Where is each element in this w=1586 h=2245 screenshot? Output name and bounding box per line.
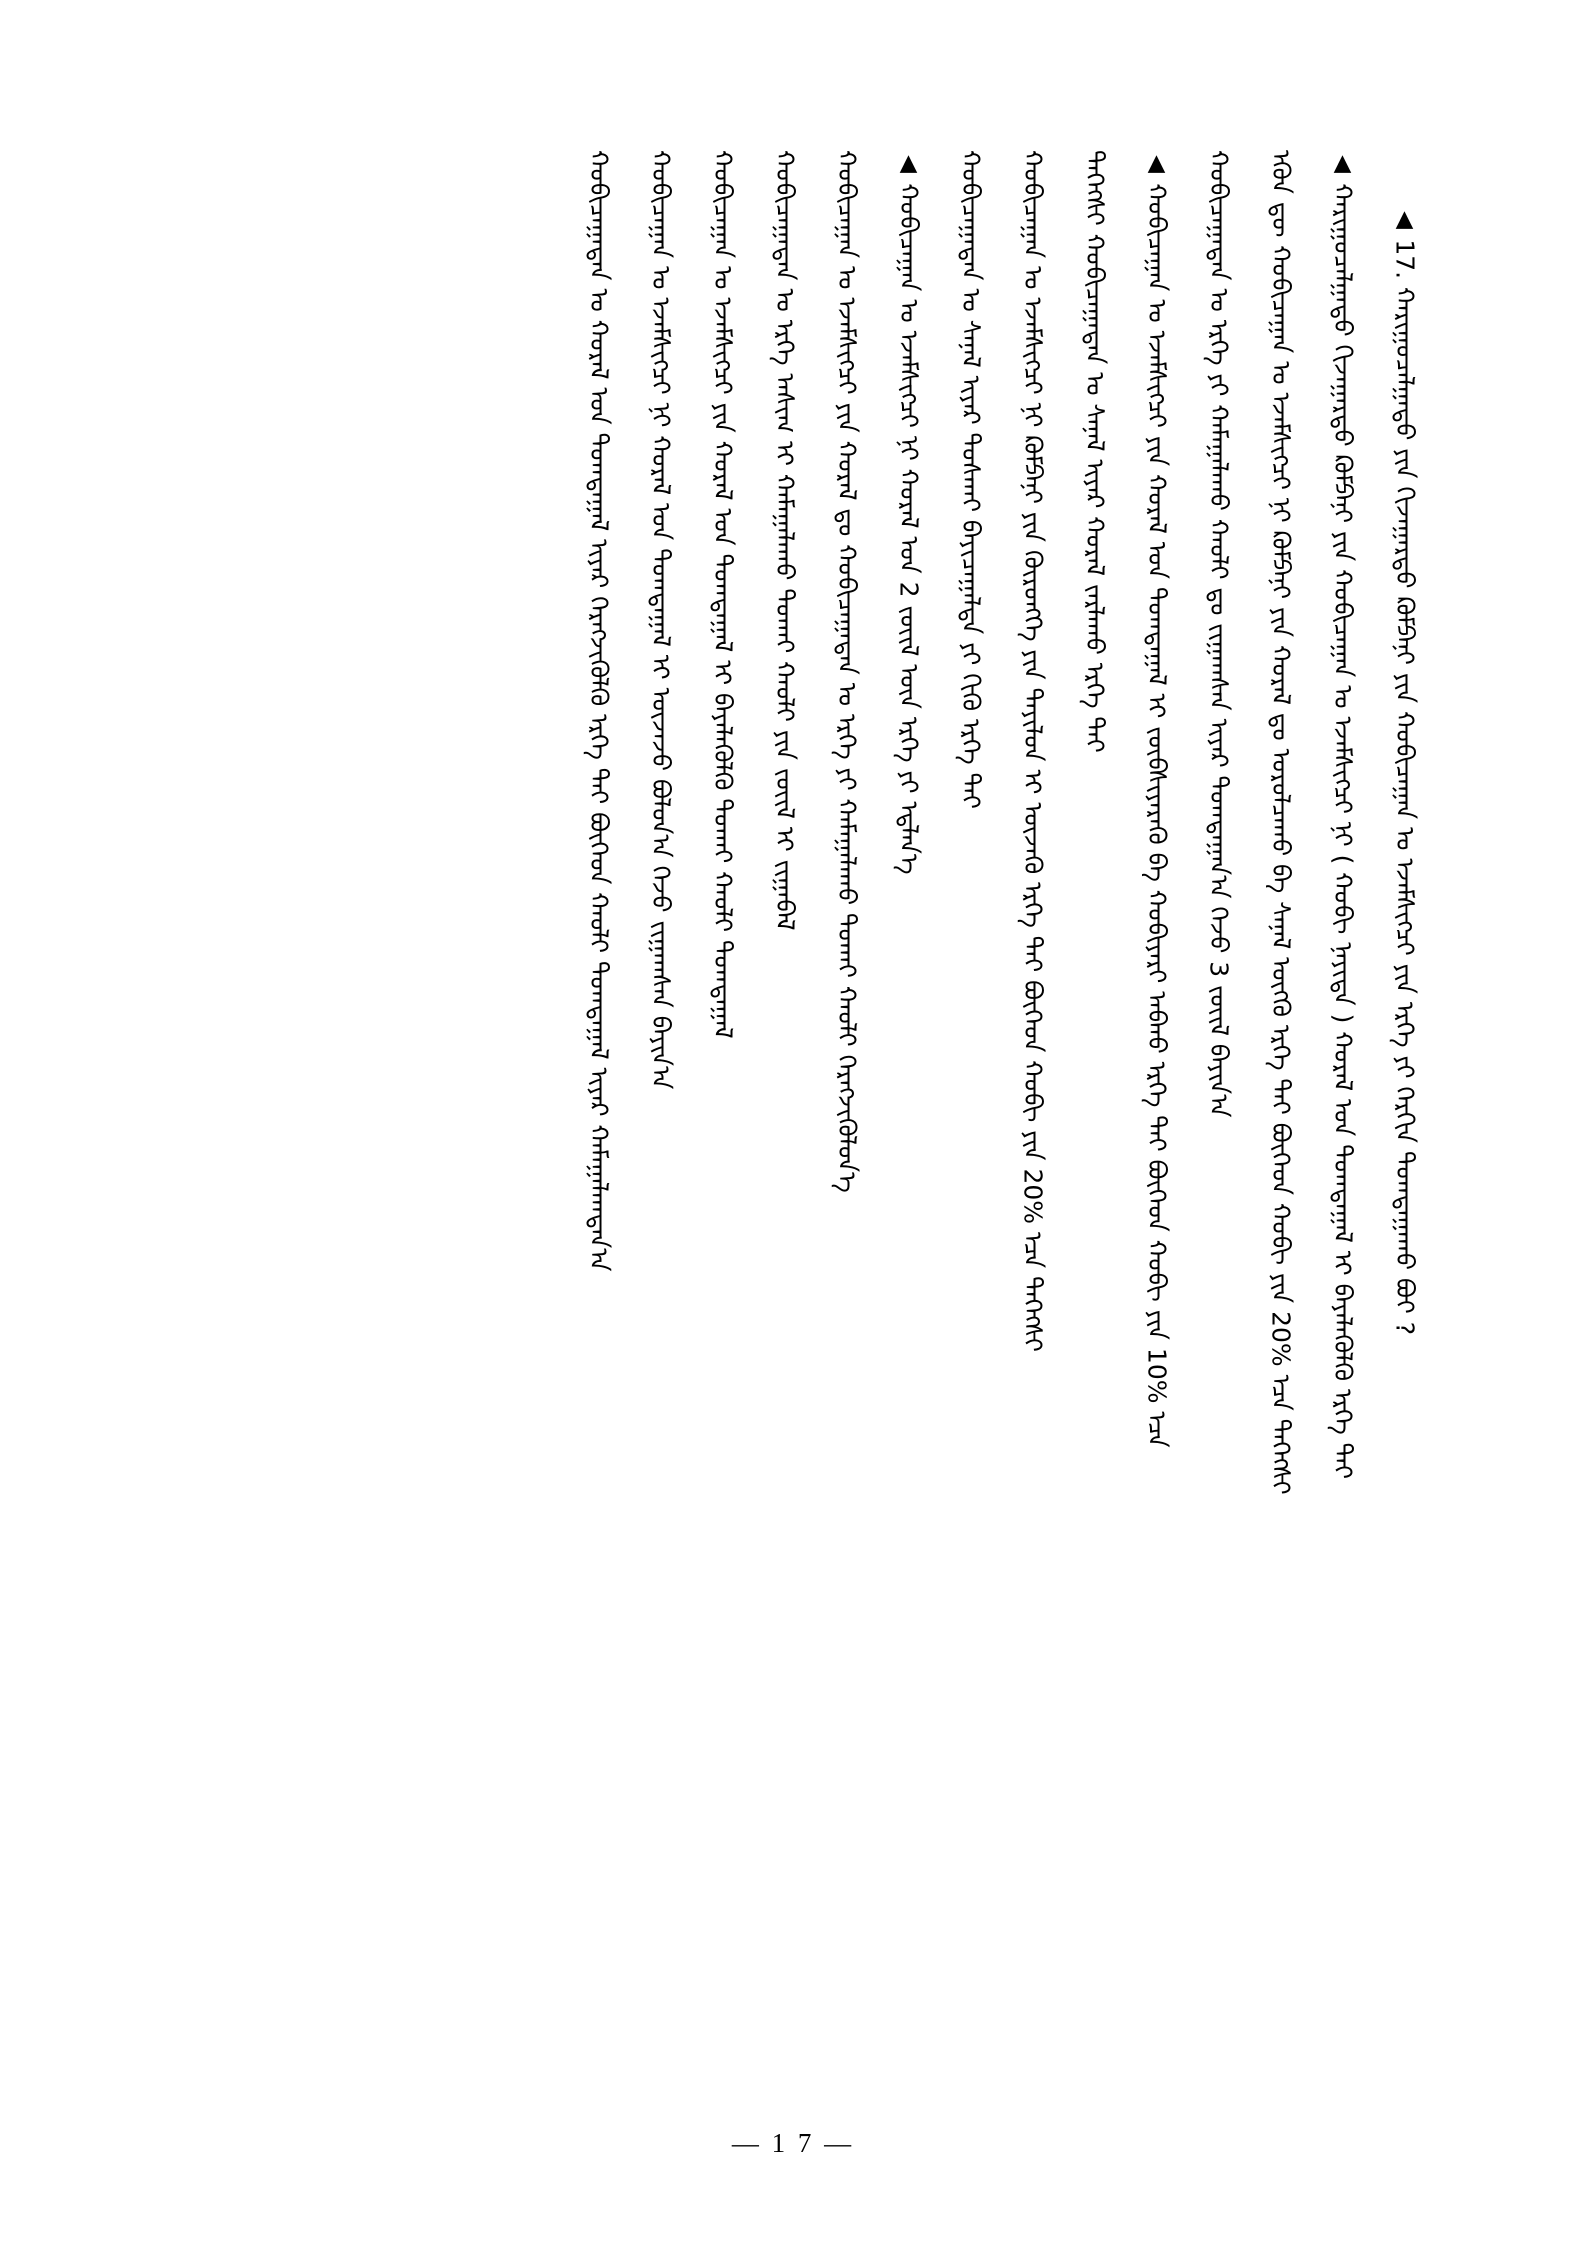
page-number: — 1 7 — — [731, 2128, 855, 2158]
column-text: ᠬᠤᠪᠢᠴᠠᠭᠠᠲᠠᠨ ᠤ ᠡᠷᠬᠡ ᠶᠢ ᠬᠠᠮᠠᠭᠠᠯᠠᠬᠤ ᠬᠠᠤᠯᠢ ᠳᠤ ᠵᠢᠭᠠᠭᠰᠠᠨ ᠢᠶᠠᠷ ᠲᠣᠭᠲᠠᠭᠠᠨ᠎ᠠ ᠭᠡᠵᠦ 3 ᠵᠦᠢᠯ ᠪᠠᠶᠢᠨ᠎ᠠ — [1204, 150, 1234, 1118]
paragraph-marker-icon: ▲ — [1143, 150, 1170, 184]
paragraph-marker-icon: ▲ — [1329, 150, 1356, 184]
column-text: ▲ ᠬᠤᠪᠢᠴᠠᠭᠠᠨ ᠤ ᠡᠵᠡᠮᠰᠢᠭᠴᠢ ᠨᠢ ᠬᠤᠷᠠᠯ ᠤᠨ 2 ᠵᠦᠢᠯ ᠦᠨ ᠡᠷᠬᠡ ᠶᠢ ᠡᠳ᠋ᠯᠡᠨ᠎ᠡ — [894, 150, 924, 875]
text-column — [1374, 150, 1436, 1980]
column-text: ᠬᠤᠪᠢᠴᠠᠭᠠᠨ ᠤ ᠡᠵᠡᠮᠰᠢᠭᠴᠢ ᠨᠢ ᠬᠤᠷᠠᠯ ᠤᠨ ᠲᠣᠭᠲᠠᠭᠠᠯ ᠢ ᠦᠵᠡᠵᠦ ᠪᠣᠯᠣᠨ᠎ᠠ ᠭᠡᠵᠦ ᠵᠢᠭᠠᠭᠰᠠᠨ ᠪᠠᠶᠢᠨ᠎ᠠ — [646, 150, 676, 1090]
text-column — [1250, 150, 1312, 1980]
column-text: ᠬᠤᠪᠢᠴᠠᠭᠠᠨ ᠤ ᠡᠵᠡᠮᠰᠢᠭᠴᠢ ᠶᠢᠨ ᠬᠤᠷᠠᠯ ᠤᠨ ᠲᠣᠭᠲᠠᠭᠠᠯ ᠢ ᠪᠡᠶᠡᠯᠡᠭᠦᠯᠬᠦ ᠲᠤᠬᠠᠢ ᠬᠠᠤᠯᠢ ᠲᠣᠭᠲᠠᠭᠠᠯ — [708, 150, 738, 1039]
column-text: ᠡᠭᠦᠨ ᠳᠦ ᠬᠤᠪᠢᠴᠠᠭᠠᠨ ᠤ ᠡᠵᠡᠮᠰᠢᠭᠴᠢ ᠨᠢ ᠺᠣᠮᠫᠠᠨᠢ ᠶᠢᠨ ᠬᠤᠷᠠᠯ ᠳᠤ ᠣᠷᠣᠯᠴᠠᠬᠤ ᠪᠠ ᠰᠠᠨᠠᠯ ᠥᠭᠬᠦ ᠡᠷᠬᠡ ᠲᠡᠢ ᠪᠥᠭᠡᠳ ᠬᠤᠪᠢ ᠶᠢᠨ 20% ᠡᠴᠡ ᠳᠡᠭᠡᠭᠰᠢ — [1266, 150, 1296, 1495]
paragraph-marker-icon: ▲ — [895, 150, 922, 184]
paragraph-marker-icon: ▲ — [1391, 206, 1418, 240]
text-column — [630, 150, 692, 1980]
text-column — [816, 150, 878, 1980]
text-column — [1126, 150, 1188, 1980]
column-text: ᠳᠡᠭᠡᠭᠰᠢ ᠬᠤᠪᠢᠴᠠᠭᠠᠲᠠᠨ ᠤ ᠰᠠᠨᠠᠯ ᠢᠶᠠᠷ ᠬᠤᠷᠠᠯ ᠵᠠᠷᠯᠠᠬᠤ ᠡᠷᠬᠡ ᠲᠡᠢ — [1080, 150, 1110, 753]
text-column — [1312, 150, 1374, 1980]
column-text: ▲ ᠬᠠᠷᠢᠭᠤᠴᠠᠯᠭᠠᠲᠤ ᠬᠢᠵᠠᠭᠠᠷᠲᠤ ᠺᠣᠮᠫᠠᠨᠢ ᠶᠢᠨ ᠬᠤᠪᠢᠴᠠᠭᠠᠨ ᠤ ᠡᠵᠡᠮᠰᠢᠭᠴᠢ ᠨᠢ ( ᠬᠤᠪᠢ ᠨᠡᠶᠢᠲᠡ ) ᠬᠤᠷᠠᠯ ᠤᠨ ᠲᠣᠭᠲᠠᠭᠠᠯ ᠢ ᠪᠡᠶᠡᠯᠡᠭᠦᠯᠬᠦ ᠡᠷᠬᠡ ᠲᠡᠢ — [1328, 150, 1358, 1479]
column-text: ᠬᠤᠪᠢᠴᠠᠭᠠᠨ ᠤ ᠡᠵᠡᠮᠰᠢᠭᠴᠢ ᠨᠢ ᠺᠣᠮᠫᠠᠨᠢ ᠶᠢᠨ ᠬᠥᠷᠥᠩᠭᠡ ᠶᠢᠨ ᠲᠠᠶᠢᠯᠤᠨ ᠢ ᠦᠵᠡᠬᠦ ᠡᠷᠬᠡ ᠲᠡᠢ ᠪᠥᠭᠡᠳ ᠬᠤᠪᠢ ᠶᠢᠨ 20% ᠡᠴᠡ ᠳᠡᠭᠡᠭᠰᠢ — [1018, 150, 1048, 1352]
column-text: ▲ 17. ᠬᠠᠷᠢᠭᠤᠴᠠᠯᠭᠠᠲᠤ ᠶᠢᠨ ᠬᠢᠵᠠᠭᠠᠷᠲᠤ ᠺᠣᠮᠫᠠᠨᠢ ᠶᠢᠨ ᠬᠤᠪᠢᠴᠠᠭᠠᠨ ᠤ ᠡᠵᠡᠮᠰᠢᠭᠴᠢ ᠶᠢᠨ ᠡᠷᠬᠡ ᠶᠢ ᠬᠡᠷᠬᠢᠨ ᠲᠣᠭᠲᠠᠭᠠᠬᠤ ᠪᠤᠢ ? — [1390, 206, 1420, 1336]
column-text: ▲ ᠬᠤᠪᠢᠴᠠᠭᠠᠨ ᠤ ᠡᠵᠡᠮᠰᠢᠭᠴᠢ ᠶᠢᠨ ᠬᠤᠷᠠᠯ ᠤᠨ ᠲᠣᠭᠲᠠᠭᠠᠯ ᠢ ᠵᠥᠪᠰᠢᠶᠡᠷᠡᠬᠦ ᠪᠠ ᠬᠤᠪᠢᠶᠠᠷᠢ ᠠᠪᠬᠤ ᠡᠷᠬᠡ ᠲᠡᠢ ᠪᠥᠭᠡᠳ ᠬᠤᠪᠢ ᠶᠢᠨ 10% ᠡᠴᠡ — [1142, 150, 1172, 1448]
text-column — [940, 150, 1002, 1980]
column-text: ᠬᠤᠪᠢᠴᠠᠭᠠᠨ ᠤ ᠡᠵᠡᠮᠰᠢᠭᠴᠢ ᠶᠢᠨ ᠬᠤᠷᠠᠯ ᠳᠤ ᠬᠤᠪᠢᠴᠠᠭᠠᠲᠠᠨ ᠤ ᠡᠷᠬᠡ ᠶᠢ ᠬᠠᠮᠠᠭᠠᠯᠠᠬᠤ ᠲᠤᠬᠠᠢ ᠬᠠᠤᠯᠢ ᠬᠡᠷᠡᠭᠵᠢᠭᠦᠯᠦᠨ᠎ᠡ — [832, 150, 862, 1193]
column-text: ᠬᠤᠪᠢᠴᠠᠭᠠᠲᠠᠨ ᠤ ᠬᠤᠷᠠᠯ ᠤᠨ ᠲᠣᠭᠲᠠᠭᠠᠯ ᠢᠶᠠᠷ ᠬᠡᠷᠡᠭᠵᠢᠭᠦᠯᠬᠦ ᠡᠷᠬᠡ ᠲᠡᠢ ᠪᠥᠭᠡᠳ ᠬᠠᠤᠯᠢ ᠲᠣᠭᠲᠠᠭᠠᠯ ᠢᠶᠠᠷ ᠬᠠᠮᠠᠭᠠᠯᠠᠭᠳᠠᠨ᠎ᠠ — [584, 150, 614, 1272]
text-block — [150, 150, 1436, 1980]
column-text: ᠬᠤᠪᠢᠴᠠᠭᠠᠲᠠᠨ ᠤ ᠡᠷᠬᠡ ᠠᠰᠢᠭ ᠢ ᠬᠠᠮᠠᠭᠠᠯᠠᠬᠤ ᠲᠤᠬᠠᠢ ᠬᠠᠤᠯᠢ ᠶᠢᠨ ᠵᠦᠢᠯ ᠢ ᠵᠢᠭᠠᠪᠠᠯ — [770, 150, 800, 931]
text-column — [878, 150, 940, 1980]
text-column — [692, 150, 754, 1980]
text-column — [568, 150, 630, 1980]
text-column — [1002, 150, 1064, 1980]
column-text: ᠬᠤᠪᠢᠴᠠᠭᠠᠲᠠᠨ ᠤ ᠰᠠᠨᠠᠯ ᠢᠶᠠᠷ ᠲᠤᠰᠬᠠᠢ ᠪᠠᠶᠢᠴᠠᠭᠠᠯᠲᠠ ᠶᠢ ᠬᠢᠬᠦ ᠡᠷᠬᠡ ᠲᠡᠢ — [956, 150, 986, 809]
text-column — [754, 150, 816, 1980]
text-column — [1064, 150, 1126, 1980]
text-column — [1188, 150, 1250, 1980]
